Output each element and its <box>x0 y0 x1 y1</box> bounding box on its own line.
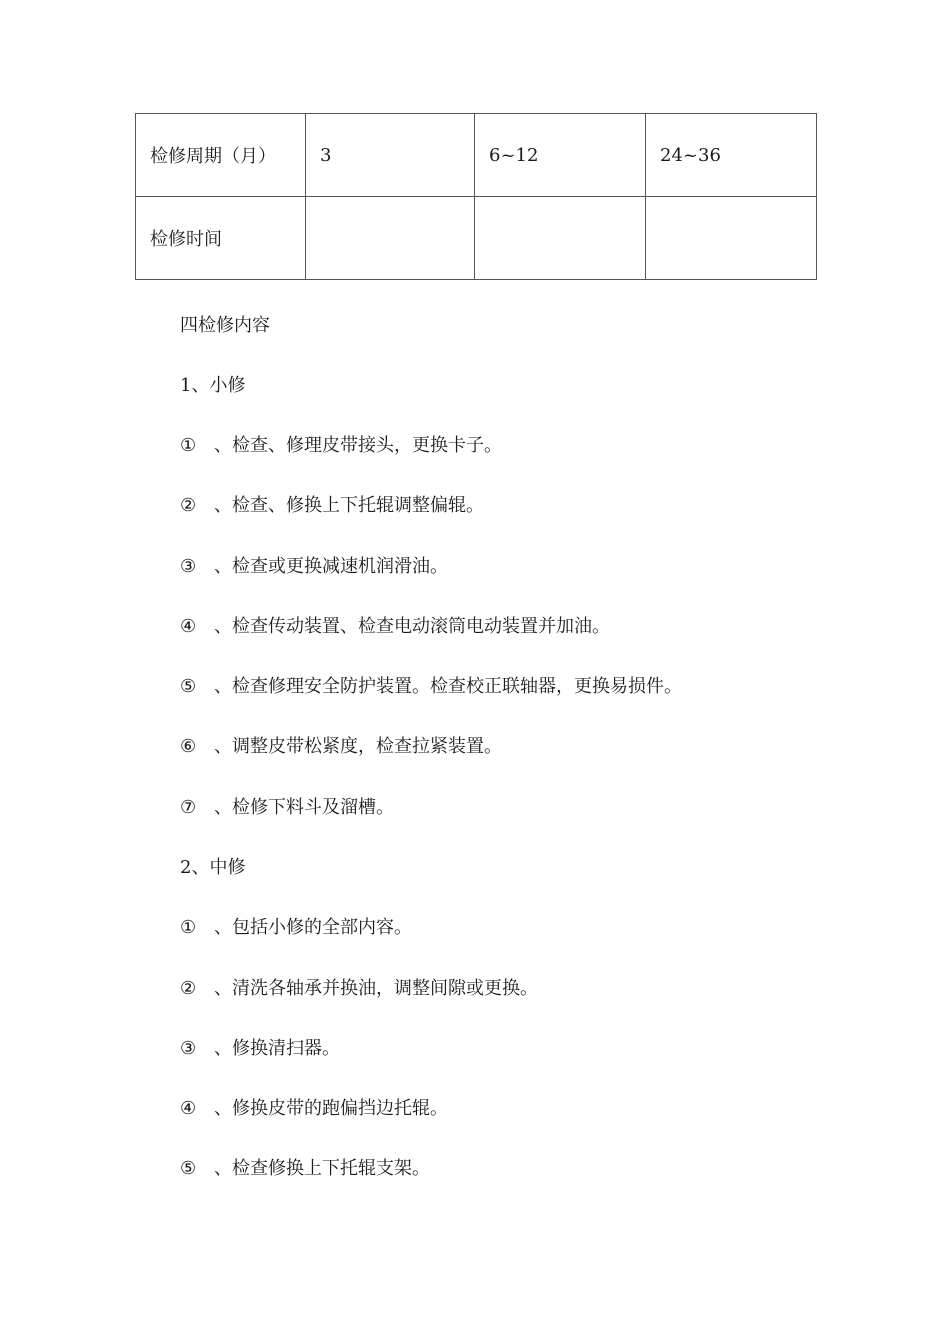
list-item <box>180 555 448 579</box>
list-item <box>180 1037 340 1061</box>
list-item <box>180 916 412 940</box>
item-number: ② <box>180 978 197 999</box>
period-medium-cell: 6~12 <box>475 114 646 197</box>
item-text: 、检查修换上下托辊支架。 <box>214 1158 430 1179</box>
item-text: 、检查、修理皮带接头，更换卡子。 <box>214 435 502 456</box>
item-number: ④ <box>180 616 197 637</box>
list-item <box>180 977 538 1001</box>
list-item <box>180 434 502 458</box>
list-item <box>180 1097 448 1121</box>
item-text: 、调整皮带松紧度，检查拉紧装置。 <box>214 736 502 757</box>
item-text: 、清洗各轴承并换油，调整间隙或更换。 <box>214 978 538 999</box>
item-number: ② <box>180 495 197 516</box>
period-major-cell: 24~36 <box>646 114 817 197</box>
table-row-time <box>136 197 817 280</box>
time-medium-cell <box>475 197 646 280</box>
item-text: 、检查传动装置、检查电动滚筒电动装置并加油。 <box>214 616 610 637</box>
time-major-cell <box>646 197 817 280</box>
item-text: 、检查、修换上下托辊调整偏辊。 <box>214 495 484 516</box>
time-minor-cell <box>306 197 475 280</box>
item-number: ③ <box>180 1038 197 1059</box>
item-number: ⑦ <box>180 797 197 818</box>
table-row-period <box>136 114 817 197</box>
row-label-period: 检修周期（月） <box>136 114 306 197</box>
minor-repair-heading: 1、小修 <box>180 375 246 396</box>
item-number: ① <box>180 917 197 938</box>
medium-repair-heading: 2、中修 <box>180 857 246 878</box>
list-item <box>180 494 484 518</box>
list-item <box>180 675 682 699</box>
list-item <box>180 735 502 759</box>
row-label-time: 检修时间 <box>136 197 306 280</box>
item-text: 、包括小修的全部内容。 <box>214 917 412 938</box>
list-item <box>180 796 394 820</box>
section-title: 四检修内容 <box>180 315 270 336</box>
item-number: ⑥ <box>180 736 197 757</box>
item-number: ③ <box>180 556 197 577</box>
item-number: ⑤ <box>180 676 197 697</box>
item-text: 、检修下料斗及溜槽。 <box>214 797 394 818</box>
item-number: ① <box>180 435 197 456</box>
item-number: ⑤ <box>180 1158 197 1179</box>
item-text: 、修换清扫器。 <box>214 1038 340 1059</box>
list-item <box>180 615 610 639</box>
period-minor-cell: 3 <box>306 114 475 197</box>
item-text: 、检查或更换减速机润滑油。 <box>214 556 448 577</box>
maintenance-schedule-table <box>135 113 817 280</box>
item-text: 、检查修理安全防护装置。检查校正联轴器，更换易损件。 <box>214 676 682 697</box>
list-item <box>180 1157 430 1181</box>
item-number: ④ <box>180 1098 197 1119</box>
item-text: 、修换皮带的跑偏挡边托辊。 <box>214 1098 448 1119</box>
